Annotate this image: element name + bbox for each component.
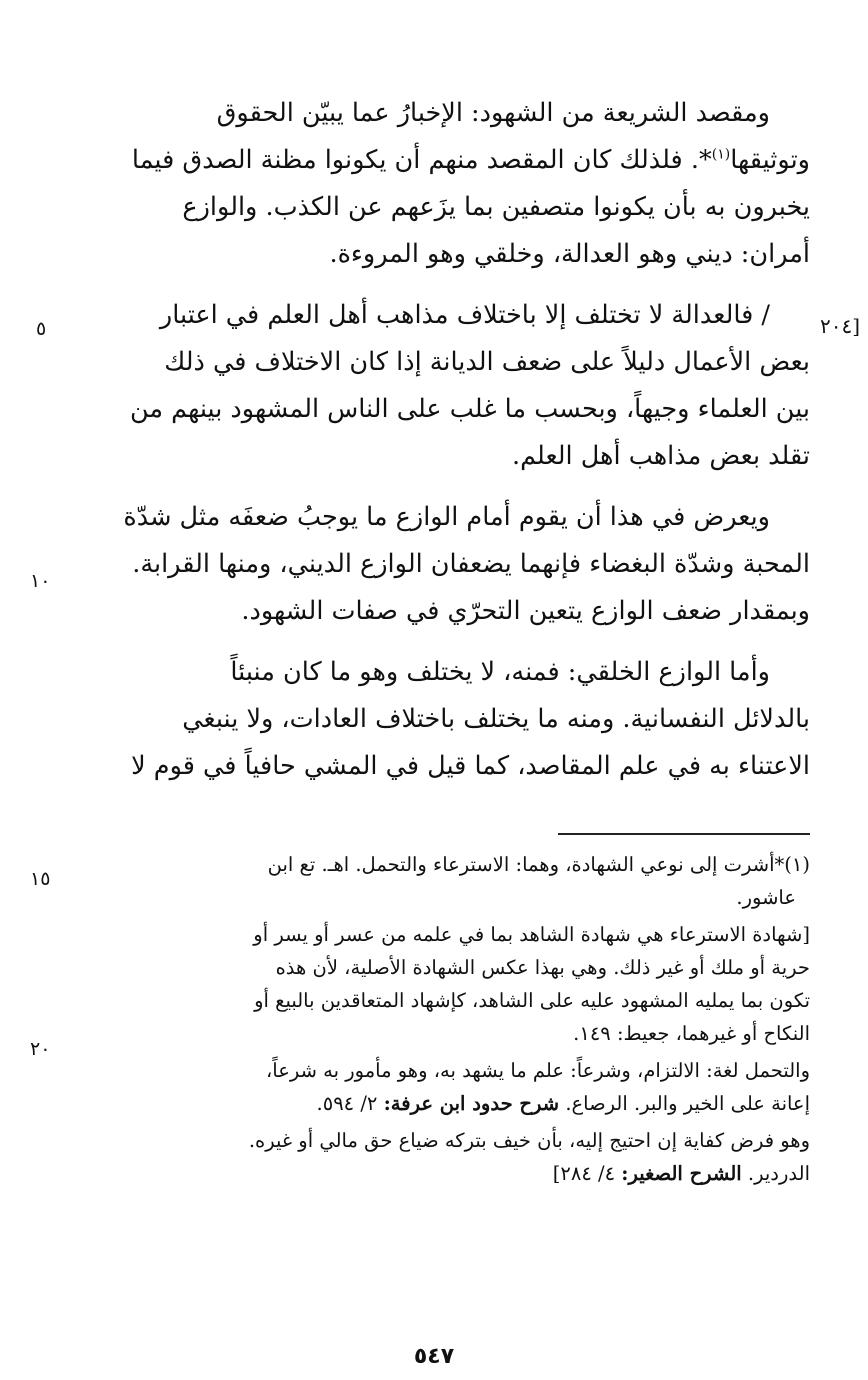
footnote-editor-note xyxy=(80,918,810,1050)
text-fragment: ٢/ ٥٩٤. xyxy=(316,1092,378,1115)
line-number: ٢٠ xyxy=(30,1038,51,1060)
line-number: ١٠ xyxy=(30,570,51,592)
footnote-marker[interactable]: (١) xyxy=(711,146,731,163)
text-fragment: الدردير. xyxy=(747,1162,810,1185)
text-fragment: وتوثيقها xyxy=(730,145,810,175)
footnote-line xyxy=(80,1087,810,1120)
text-line: وأما الوازع الخلقي: فمنه، لا يختلف وهو ما كان منبئاً xyxy=(230,657,770,687)
text-line: المحبة وشدّة البغضاء فإنهما يضعفان الوازع الديني، ومنها القرابة. xyxy=(132,549,810,579)
footnote-separator xyxy=(558,833,810,835)
paragraph-4 xyxy=(80,649,810,790)
text-line xyxy=(80,137,810,184)
footnote-line: [شهادة الاسترعاء هي شهادة الشاهد بما في علمه من عسر أو يسر أو xyxy=(253,923,810,946)
source-title: شرح حدود ابن عرفة: xyxy=(383,1092,560,1115)
text-line: بالدلائل النفسانية. ومنه ما يختلف باختلاف العادات، ولا ينبغي xyxy=(182,704,810,734)
footnotes xyxy=(80,848,810,1194)
paragraph-1 xyxy=(80,90,810,278)
footnote-fard-kifaya xyxy=(80,1124,810,1190)
footnote-line: النكاح أو غيرهما، جعيط: ١٤٩. xyxy=(573,1022,810,1045)
text-line: يخبرون به بأن يكونوا متصفين بما يزَعهم عن الكذب. والوازع xyxy=(182,192,810,222)
footnote-tahammul xyxy=(80,1054,810,1120)
text-line: ويعرض في هذا أن يقوم أمام الوازع ما يوجبُ ضعفَه مثل شدّة xyxy=(123,502,770,532)
text-line: بعض الأعمال دليلاً على ضعف الديانة إذا كان الاختلاف في ذلك xyxy=(164,347,810,377)
text-fragment: ٤/ ٢٨٤] xyxy=(552,1162,616,1185)
text-line: تقلد بعض مذاهب أهل العلم. xyxy=(511,441,810,471)
line-number: ١٥ xyxy=(30,868,51,890)
text-line: الاعتناء به في علم المقاصد، كما قيل في المشي حافياً في قوم لا xyxy=(131,751,810,781)
text-fragment: *. فلذلك كان المقصد منهم أن يكونوا مظنة الصدق فيما xyxy=(131,145,712,175)
footnote-line: وهو فرض كفاية إن احتيج إليه، بأن خيف بتركه ضياع حق مالي أو غيره. xyxy=(248,1129,810,1152)
paragraph-3 xyxy=(80,494,810,635)
footnote-line xyxy=(80,1157,810,1190)
line-number: ٥ xyxy=(36,318,47,340)
footnote-line: والتحمل لغة: الالتزام، وشرعاً: علم ما يشهد به، وهو مأمور به شرعاً، xyxy=(265,1059,810,1082)
text-fragment: إعانة على الخير والبر. الرصاع. xyxy=(565,1092,810,1115)
text-line: ومقصد الشريعة من الشهود: الإخبارُ عما يبيّن الحقوق xyxy=(216,98,770,128)
footnote-line: (١)*أشرت إلى نوعي الشهادة، وهما: الاسترعاء والتحمل. اهـ. تع ابن xyxy=(267,853,810,876)
footnote-line: تكون بما يمليه المشهود عليه على الشاهد، كإشهاد المتعاقدين بالبيع أو xyxy=(254,989,810,1012)
text-line: / فالعدالة لا تختلف إلا باختلاف مذاهب أهل العلم في اعتبار xyxy=(159,300,770,330)
footnote-1 xyxy=(80,848,810,914)
paragraph-2 xyxy=(80,292,810,480)
text-line: أمران: ديني وهو العدالة، وخلقي وهو المروءة. xyxy=(329,239,810,269)
footnote-line: عاشور. xyxy=(736,886,796,909)
footnote-line: حرية أو ملك أو غير ذلك. وهي بهذا عكس الشهادة الأصلية، لأن هذه xyxy=(275,956,810,979)
side-page-reference: [٢٠٤ xyxy=(820,314,861,338)
source-title: الشرح الصغير: xyxy=(621,1162,742,1185)
main-text xyxy=(80,90,810,804)
page-number: ٥٤٧ xyxy=(413,1344,455,1369)
text-line: بين العلماء وجيهاً، وبحسب ما غلب على الناس المشهود بينهم من xyxy=(129,394,810,424)
text-line: وبمقدار ضعف الوازع يتعين التحرّي في صفات الشهود. xyxy=(241,596,810,626)
